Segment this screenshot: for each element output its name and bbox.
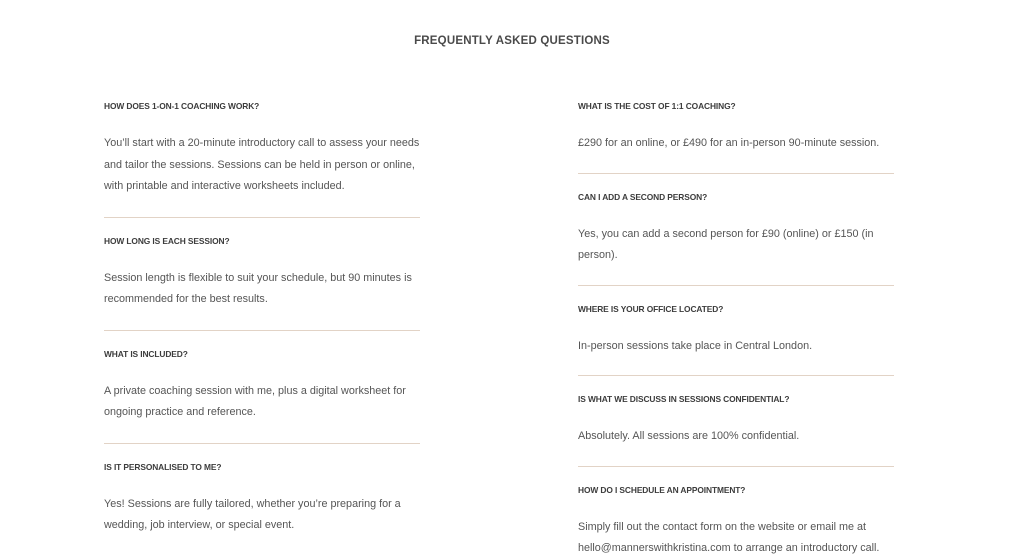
faq-answer: Session length is flexible to suit your schedule, but 90 minutes is recommended for the best results. [104,271,412,305]
faq-item [104,235,420,331]
faq-question: WHAT IS THE COST OF 1:1 COACHING? [578,101,736,111]
faq-answer: Yes! Sessions are fully tailored, whether you’re preparing for a wedding, job interview, or special event. [104,497,401,531]
faq-question: IS WHAT WE DISCUSS IN SESSIONS CONFIDENTIAL? [578,394,790,404]
faq-answer: You’ll start with a 20-minute introductory call to assess your needs and tailor the sessions. Sessions can be held in person or online, with printable and interactive worksheets included. [104,137,420,192]
faq-item [104,461,420,555]
faq-answer: Yes, you can add a second person for £90 (online) or £150 (in person). [578,227,874,261]
faq-item [578,393,894,467]
faq-question: HOW LONG IS EACH SESSION? [104,235,230,246]
faq-question: IS IT PERSONALISED TO ME? [104,461,222,472]
faq-question: HOW DOES 1-ON-1 COACHING WORK? [104,101,260,111]
page-title: FREQUENTLY ASKED QUESTIONS [414,35,610,47]
faq-column-left [104,100,420,555]
faq-item [578,191,894,286]
faq-item [578,303,894,377]
faq-answer: A private coaching session with me, plus a digital worksheet for ongoing practice and reference. [104,384,406,418]
faq-answer: Simply fill out the contact form on the website or email me at hello@mannerswithkristina.com to arrange an introductory call. [578,520,880,554]
faq-question: CAN I ADD A SECOND PERSON? [578,191,708,202]
faq-question: WHERE IS YOUR OFFICE LOCATED? [578,303,724,314]
faq-answer: Absolutely. All sessions are 100% confidential. [578,430,800,442]
faq-item [104,100,420,218]
faq-answer: In-person sessions take place in Central London. [578,339,813,352]
faq-column-right [578,100,894,555]
faq-question: HOW DO I SCHEDULE AN APPOINTMENT? [578,484,746,495]
faq-item [104,348,420,444]
faq-item [578,100,894,174]
faq-item [578,484,894,555]
faq-answer: £290 for an online, or £490 for an in-person 90-minute session. [578,137,880,149]
faq-question: WHAT IS INCLUDED? [104,348,188,359]
